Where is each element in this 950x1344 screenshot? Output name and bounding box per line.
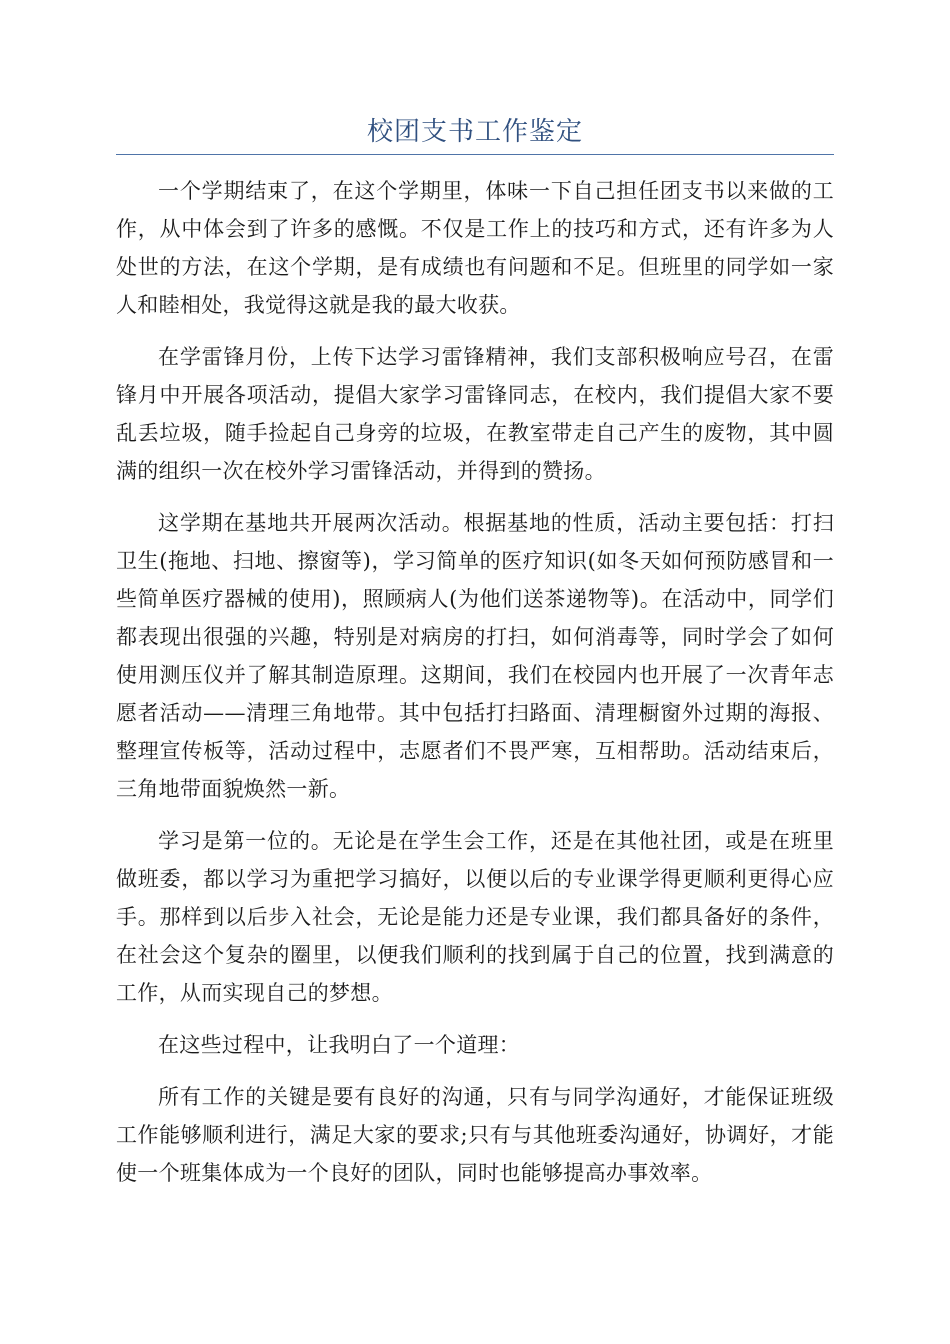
paragraph-1: 一个学期结束了，在这个学期里，体味一下自己担任团支书以来做的工作，从中体会到了许多的感慨。不仅是工作上的技巧和方式，还有许多为人处世的方法，在这个学期，是有成绩也有问题和不足。但班里的同学如一家人和睦相处，我觉得这就是我的最大收获。 <box>116 179 834 317</box>
document-title: 校团支书工作鉴定 <box>366 117 583 147</box>
paragraph-3: 这学期在基地共开展两次活动。根据基地的性质，活动主要包括：打扫卫生(拖地、扫地、擦窗等)，学习简单的医疗知识(如冬天如何预防感冒和一些简单医疗器械的使用)，照顾病人(为他们送茶递物等)。在活动中，同学们都表现出很强的兴趣，特别是对病房的打扫，如何消毒等，同时学会了如何使用测压仪并了解其制造原理。这期间，我们在校园内也开展了一次青年志愿者活动——清理三角地带。其中包括打扫路面、清理橱窗外过期的海报、整理宣传板等，活动过程中，志愿者们不畏严寒，互相帮助。活动结束后，三角地带面貌焕然一新。 <box>116 511 834 801</box>
document-body <box>116 172 834 1206</box>
title-underline <box>116 154 834 155</box>
paragraph-2: 在学雷锋月份，上传下达学习雷锋精神，我们支部积极响应号召，在雷锋月中开展各项活动，提倡大家学习雷锋同志，在校内，我们提倡大家不要乱丢垃圾，随手捡起自己身旁的垃圾，在教室带走自己产生的废物，其中圆满的组织一次在校外学习雷锋活动，并得到的赞扬。 <box>116 345 834 483</box>
paragraph-5: 在这些过程中，让我明白了一个道理： <box>158 1033 521 1057</box>
paragraph-4: 学习是第一位的。无论是在学生会工作，还是在其他社团，或是在班里做班委，都以学习为重把学习搞好，以便以后的专业课学得更顺利更得心应手。那样到以后步入社会，无论是能力还是专业课，我们都具备好的条件，在社会这个复杂的圈里，以便我们顺利的找到属于自己的位置，找到满意的工作，从而实现自己的梦想。 <box>116 829 834 1005</box>
paragraph-6: 所有工作的关键是要有良好的沟通，只有与同学沟通好，才能保证班级工作能够顺利进行，满足大家的要求;只有与其他班委沟通好，协调好，才能使一个班集体成为一个良好的团队，同时也能够提高办事效率。 <box>116 1085 834 1185</box>
